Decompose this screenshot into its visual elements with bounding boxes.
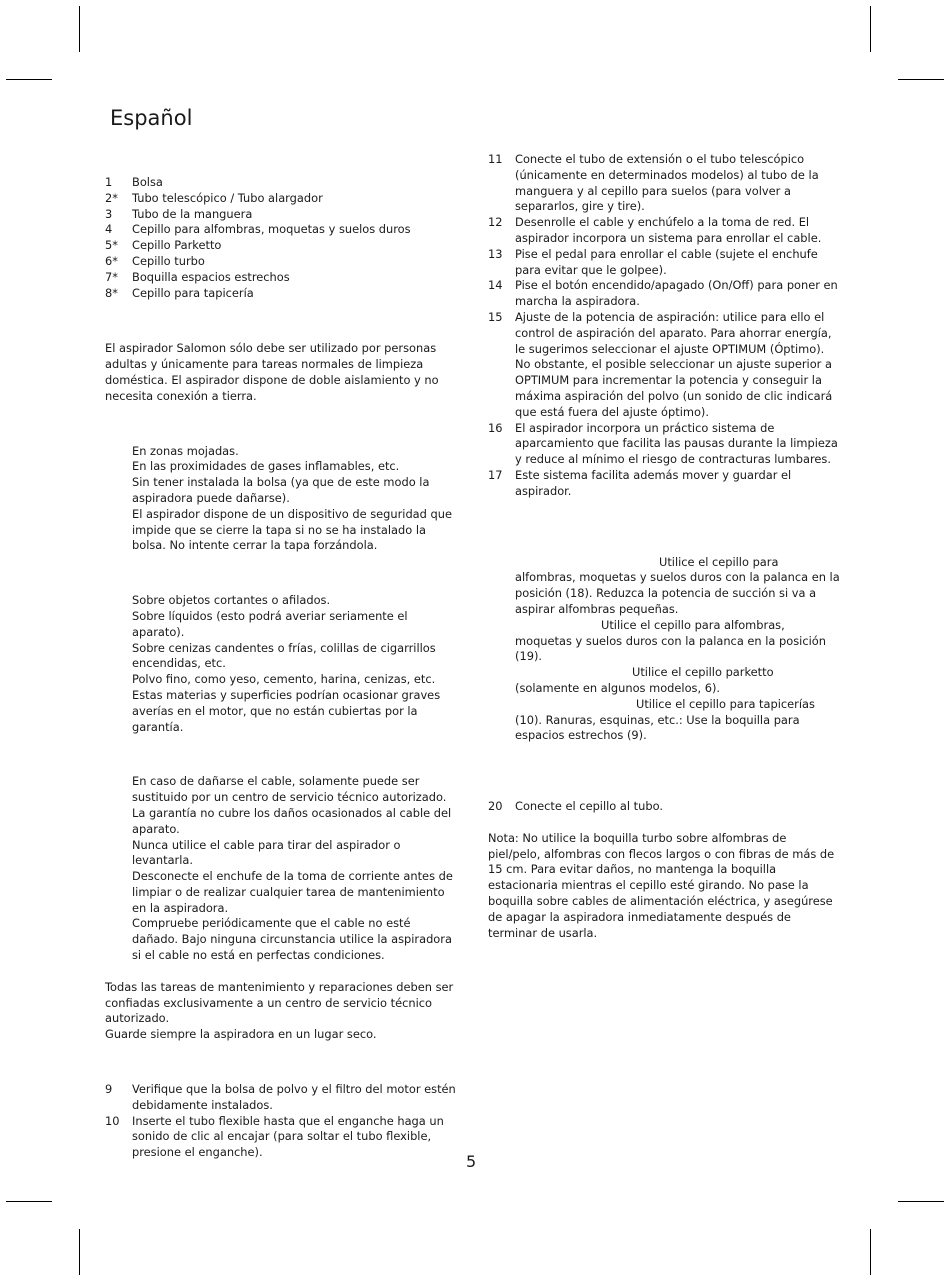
crop-mark-top-left-horizontal [6, 79, 52, 80]
page-number: 5 [466, 1152, 477, 1171]
intro-paragraph: El aspirador Salomon sólo debe ser utilizado por personas adultas y únicamente para tareas normales de limpieza doméstica. El aspirador dispone de doble aislamiento y no necesita conexión a tierra. [105, 341, 439, 403]
list-item: 13 Pise el pedal para enrollar el cable (sujete el enchufe para evitar que le golpee). [488, 246, 818, 277]
list-item: Sobre líquidos (esto podrá averiar seriamente el aparato). [132, 608, 408, 639]
list-item: Utilice el cepillo para alfombras, moquetas y suelos duros con la palanca en la posición (19). [515, 617, 826, 664]
right-column [488, 152, 840, 941]
list-item: Compruebe periódicamente que el cable no esté dañado. Bajo ninguna circunstancia utilice la aspiradora si el cable no está en perfectas condiciones. [132, 916, 452, 963]
list-item: En caso de dañarse el cable, solamente puede ser sustituido por un centro de servicio técnico autorizado. La garantía no cubre los daños ocasionados al cable del aparato. [132, 774, 452, 836]
list-item: En las proximidades de gases inflamables, etc. [132, 459, 400, 474]
step-20: 20 Conecte el cepillo al tubo. [488, 799, 663, 814]
list-item: El aspirador dispone de un dispositivo de seguridad que impide que se cierre la tapa si no se ha instalado la bolsa. No intente cerrar la tapa forzándola. [132, 506, 452, 553]
list-item: 7* Boquilla espacios estrechos [105, 269, 290, 284]
list-item: Utilice el cepillo para alfombras, moquetas y suelos duros con la palanca en la posición (18). Reduzca la potencia de succión si va a aspirar alfombras pequeñas. [515, 554, 840, 616]
not-aspirate-list [105, 593, 460, 735]
crop-mark-top-left-vertical [79, 6, 80, 52]
list-item: 4 Cepillo para alfombras, moquetas y suelos duros [105, 222, 411, 237]
not-use-where-list [105, 444, 460, 555]
list-item: Utilice el cepillo para tapicerías (10). Ranuras, esquinas, etc.: Use la boquilla para espacios estrechos (9). [515, 696, 815, 743]
steps-left-list [105, 1082, 460, 1161]
list-item: 10 Inserte el tubo flexible hasta que el enganche haga un sonido de clic al encajar (para soltar el tubo flexible, presione el enganche). [105, 1113, 444, 1160]
list-item: Polvo fino, como yeso, cemento, harina, cenizas, etc. [132, 672, 436, 687]
list-item: 2* Tubo telescópico / Tubo alargador [105, 190, 323, 205]
page-title: Español [110, 106, 193, 130]
note-paragraph: Nota: No utilice la boquilla turbo sobre alfombras de piel/pelo, alfombras con flecos largos o con fibras de más de 15 cm. Para evitar daños, no mantenga la boquilla estacionaria mientras el cepillo esté girando. No pase la boquilla sobre cables de alimentación eléctrica, y asegúrese de apagar la aspiradora inmediatamente después de terminar de usarla. [488, 830, 835, 940]
list-item: Sobre objetos cortantes o afilados. [132, 593, 331, 608]
brush-usage-list [488, 555, 840, 745]
list-item: 1 Bolsa [105, 175, 163, 189]
list-item: 16 El aspirador incorpora un práctico sistema de aparcamiento que facilita las pausas durante la limpieza y reduce al mínimo el riesgo de contracturas lumbares. [488, 420, 838, 467]
list-item: 3 Tubo de la manguera [105, 206, 253, 221]
list-item: 14 Pise el botón encendido/apagado (On/Off) para poner en marcha la aspiradora. [488, 278, 838, 309]
list-item: Desconecte el enchufe de la toma de corriente antes de limpiar o de realizar cualquier tarea de mantenimiento en la aspiradora. [132, 869, 453, 915]
list-item: 11 Conecte el tubo de extensión o el tubo telescópico (únicamente en determinados modelos) al tubo de la manguera y al cepillo para suelos (para volver a separarlos, gire y tire). [488, 152, 819, 214]
cable-notes-list [105, 774, 460, 964]
crop-mark-bottom-right-horizontal [898, 1201, 944, 1202]
steps-right-list [488, 152, 840, 500]
list-item: 17 Este sistema facilita además mover y guardar el aspirador. [488, 467, 792, 498]
crop-mark-top-right-vertical [870, 6, 871, 52]
maintenance-paragraph: Todas las tareas de mantenimiento y reparaciones deben ser confiadas exclusivamente a un centro de servicio técnico autorizado. Guarde siempre la aspiradora en un lugar seco. [105, 979, 454, 1042]
crop-mark-top-right-horizontal [898, 79, 944, 80]
crop-mark-bottom-left-horizontal [6, 1201, 52, 1202]
list-item: Sobre cenizas candentes o frías, colillas de cigarrillos encendidas, etc. [132, 640, 436, 671]
list-item: Estas materias y superficies podrían ocasionar graves averías en el motor, que no están cubiertas por la garantía. [132, 687, 441, 734]
list-item: En zonas mojadas. [132, 443, 239, 458]
crop-mark-bottom-left-vertical [79, 1229, 80, 1275]
left-column [105, 175, 460, 1161]
list-item: Sin tener instalada la bolsa (ya que de este modo la aspiradora puede dañarse). [132, 475, 430, 505]
list-item: 9 Verifique que la bolsa de polvo y el filtro del motor estén debidamente instalados. [105, 1082, 456, 1112]
list-item: 15 Ajuste de la potencia de aspiración: utilice para ello el control de aspiración del aparato. Para ahorrar energía, le sugerimos seleccionar el ajuste OPTIMUM (Óptimo). No obstante, el posible seleccionar un ajuste superior a OPTIMUM para incrementar la potencia y conseguir la máxima aspiración del polvo (un sonido de clic indicará que está fuera del ajuste óptimo). [488, 309, 833, 419]
parts-list [105, 175, 460, 301]
list-item: Nunca utilice el cable para tirar del aspirador o levantarla. [132, 837, 401, 868]
list-item: 6* Cepillo turbo [105, 253, 205, 268]
list-item: 5* Cepillo Parketto [105, 238, 222, 253]
crop-mark-bottom-right-vertical [870, 1229, 871, 1275]
list-item: Utilice el cepillo parketto (solamente en algunos modelos, 6). [515, 665, 774, 695]
list-item: 12 Desenrolle el cable y enchúfelo a la toma de red. El aspirador incorpora un sistema para enrollar el cable. [488, 215, 822, 245]
list-item: 8* Cepillo para tapicería [105, 285, 254, 300]
